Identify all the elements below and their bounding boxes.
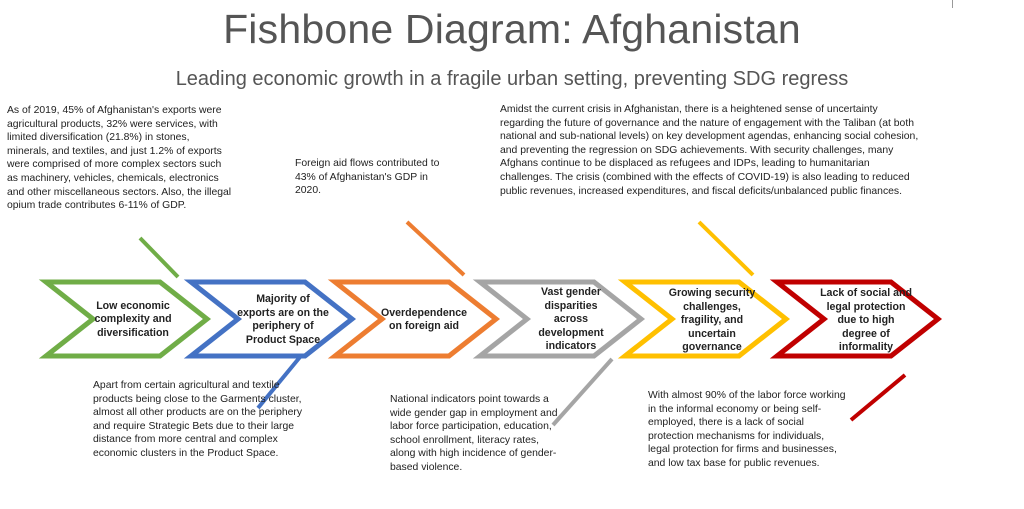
diagram-subtitle: Leading economic growth in a fragile urban setting, preventing SDG regress bbox=[175, 68, 849, 90]
chevron-label-1: Low economic complexity and diversification bbox=[94, 299, 172, 339]
note-informal-economy: With almost 90% of the labor force working in the informal economy or being self-employed, there is a lack of social protection mechanisms for individuals, legal protection for firms and businesses, and low tax base for public revenues. bbox=[648, 390, 846, 469]
bone-red-bottom bbox=[851, 375, 905, 420]
bone-orange-top bbox=[407, 222, 464, 275]
bone-gray-bottom bbox=[553, 359, 612, 425]
note-foreign-aid: Foreign aid flows contributed to 43% of Afghanistan's GDP in 2020. bbox=[295, 158, 440, 197]
chevron-label-4: Vast gender disparities across development indicators bbox=[538, 286, 604, 353]
bone-yellow-top bbox=[699, 222, 753, 275]
chevron-label-2: Majority of exports are on the periphery of Product Space bbox=[237, 293, 329, 346]
note-product-space: Apart from certain agricultural and textile products being close to the Garments cluster, almost all other products are on the periphery and require Strategic Bets due to their large distance from more central and complex economic clusters in the Product Space. bbox=[93, 380, 303, 459]
chevron-label-6: Lack of social and legal protection due to high degree of informality bbox=[820, 287, 912, 354]
bone-green-top bbox=[140, 238, 178, 277]
note-gender-gap: National indicators point towards a wide gender gap in employment and labor force participation, education, school enrollment, literacy rates, along with high incidence of gender-based violence. bbox=[390, 394, 558, 473]
note-exports-composition: As of 2019, 45% of Afghanistan's exports were agricultural products, 32% were services, with limited diversification (21.8%) in stones, minerals, and textiles, and just 1.2% of exports were comprised of more complex sectors such as machinery, vehicles, chemicals, electronics and other miscellaneous sectors. Also, the illegal opium trade contributes 6-11% of GDP. bbox=[7, 105, 232, 212]
chevron-label-3: Overdependence on foreign aid bbox=[381, 306, 467, 332]
diagram-title: Fishbone Diagram: Afghanistan bbox=[223, 6, 801, 52]
chevron-label-5: Growing security challenges, fragility, and uncertain governance bbox=[668, 287, 756, 354]
note-crisis-uncertainty: Amidst the current crisis in Afghanistan, there is a heightened sense of uncertainty regarding the future of governance and the nature of engagement with the Taliban (at both national and sub-national levels) on key development agendas, enhancing social cohesion, and preventing the regression on SDG achievements. With security challenges, many Afghans continue to be displaced as refugees and IDPs, leading to humanitarian challenges. The crisis (combined with the effects of COVID-19) is also leading to reduced public revenues, increased expenditures, and fiscal deficits/unbalanced public finances. bbox=[500, 104, 919, 197]
